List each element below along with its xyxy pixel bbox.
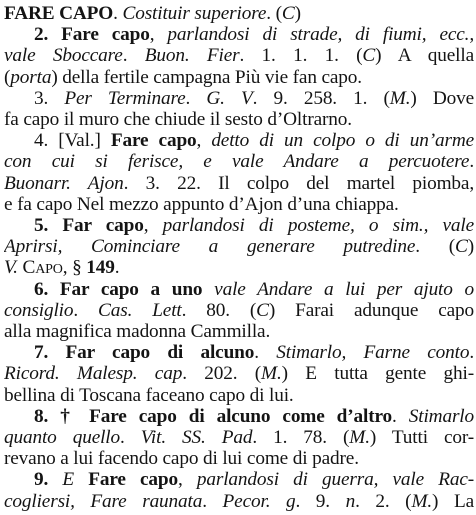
- text-segment: Ricord. Malesp. cap: [4, 363, 183, 385]
- text-segment: .: [120, 427, 141, 448]
- text-segment: 6. Far capo a uno: [34, 278, 215, 300]
- text-segment: ,: [177, 469, 197, 491]
- text-segment: Capo: [22, 257, 63, 279]
- text-segment: . 202. (: [182, 363, 262, 385]
- text-segment: .: [73, 299, 99, 321]
- text-segment: .: [114, 257, 120, 279]
- text-segment: , §: [62, 257, 87, 279]
- text-segment: fa capo il muro che chiude il sesto d’Oltrarno.: [4, 109, 352, 130]
- text-segment: vale Andare a lui per ajuto o: [214, 278, 474, 300]
- text-segment: . 1. 1. 1. (: [239, 45, 363, 67]
- text-segment: . 80. (: [181, 299, 257, 321]
- text-segment: C: [256, 299, 269, 321]
- text-segment: FARE CAPO: [4, 3, 114, 24]
- text-segment: Vit. SS. Pad: [140, 427, 253, 448]
- text-segment: .: [392, 405, 409, 427]
- text-segment: alla magnifica madonna Cammilla.: [4, 321, 271, 342]
- text-segment: e fa capo Nel mezzo appunto d’Ajon d’una chiappa.: [4, 193, 399, 215]
- text-segment: Fare capo: [110, 130, 197, 152]
- text-segment: .: [202, 490, 223, 512]
- text-segment: .: [254, 342, 277, 364]
- text-segment: 7. Far capo di alcuno: [34, 342, 255, 364]
- text-segment: Fare capo: [88, 469, 178, 491]
- text-segment: .: [469, 342, 474, 364]
- text-segment: 4. [Val.]: [34, 130, 111, 152]
- text-segment: ) della fertile campagna Più vie fan capo.: [51, 66, 362, 88]
- text-segment: .: [122, 45, 145, 67]
- text-segment: ): [294, 3, 301, 24]
- text-segment: . (: [415, 236, 455, 258]
- text-segment: con cui si ferisce, e vale Andare a percuotere: [4, 151, 470, 173]
- text-segment: bellina di Toscana faceano capo di lui.: [4, 384, 294, 406]
- text-segment: detto di un colpo o di un’arme: [211, 130, 474, 152]
- text-segment: (: [4, 66, 11, 88]
- text-segment: E: [62, 469, 89, 491]
- text-segment: Cas. Lett: [98, 299, 182, 321]
- text-segment: 149: [86, 257, 115, 279]
- text-segment: M.: [389, 87, 411, 109]
- text-segment: Buon. Fier: [144, 45, 240, 67]
- text-segment: ) Farai adunque capo: [268, 299, 474, 321]
- text-segment: G. V: [206, 87, 253, 109]
- text-segment: parlandosi di guerra, vale Rac-: [196, 469, 474, 491]
- text-segment: porta: [10, 66, 52, 88]
- text-segment: n: [345, 490, 356, 512]
- text-segment: 3.: [34, 87, 65, 109]
- text-segment: C: [455, 236, 468, 258]
- text-segment: ) A quella: [375, 45, 474, 67]
- text-segment: Stimarlo: [408, 405, 474, 427]
- text-segment: cogliersi, Fare raunata: [4, 490, 203, 512]
- text-segment: .: [469, 151, 474, 173]
- text-segment: consiglio: [4, 299, 74, 321]
- text-segment: quanto quello: [4, 427, 121, 448]
- text-segment: parlandosi di strade, di fiumi, ecc.,: [167, 24, 474, 46]
- text-segment: ) Dove: [410, 87, 474, 109]
- text-segment: ,: [143, 215, 163, 236]
- text-segment: Stimarlo, Farne conto: [276, 342, 470, 364]
- text-segment: 9.: [34, 469, 63, 491]
- text-segment: V.: [4, 257, 23, 279]
- text-segment: . 1. 78. (: [252, 427, 350, 448]
- text-segment: 8. † Fare capo di alcuno come d’altro: [34, 405, 393, 427]
- text-segment: revano a lui facendo capo di lui come di padre.: [4, 448, 359, 470]
- text-segment: ) La: [432, 490, 474, 512]
- text-segment: .: [185, 87, 207, 109]
- text-segment: 2. Fare capo: [34, 24, 150, 46]
- text-segment: ) E tutta gente ghi-: [281, 363, 474, 385]
- text-segment: . 2. (: [355, 490, 412, 512]
- text-segment: ,: [196, 130, 212, 152]
- text-segment: Costituir superiore: [122, 3, 267, 24]
- text-segment: 5. Far capo: [34, 215, 144, 236]
- text-line: [4, 490, 474, 514]
- text-segment: C: [281, 3, 295, 24]
- text-segment: .: [113, 3, 123, 24]
- text-segment: M.: [261, 363, 282, 385]
- text-segment: . 9.: [295, 490, 346, 512]
- text-segment: ) Tutti cor-: [369, 427, 474, 448]
- text-segment: vale Sboccare: [4, 45, 123, 67]
- text-segment: C: [362, 45, 376, 67]
- text-segment: Buonarr. Ajon: [4, 172, 124, 194]
- text-segment: ,: [149, 24, 168, 46]
- text-segment: M.: [411, 490, 433, 512]
- text-segment: M.: [349, 427, 370, 448]
- text-segment: . (: [266, 3, 282, 24]
- text-segment: ): [467, 236, 474, 258]
- text-segment: . 9. 258. 1. (: [252, 87, 390, 109]
- text-segment: parlandosi di posteme, o sim., vale: [162, 215, 474, 236]
- text-segment: . 3. 22. Il colpo del martel piomba,: [123, 172, 474, 194]
- text-segment: Pecor. g: [222, 490, 296, 512]
- text-segment: Per Terminare: [64, 87, 186, 109]
- text-segment: Aprirsi, Cominciare a generare putredine: [4, 236, 416, 258]
